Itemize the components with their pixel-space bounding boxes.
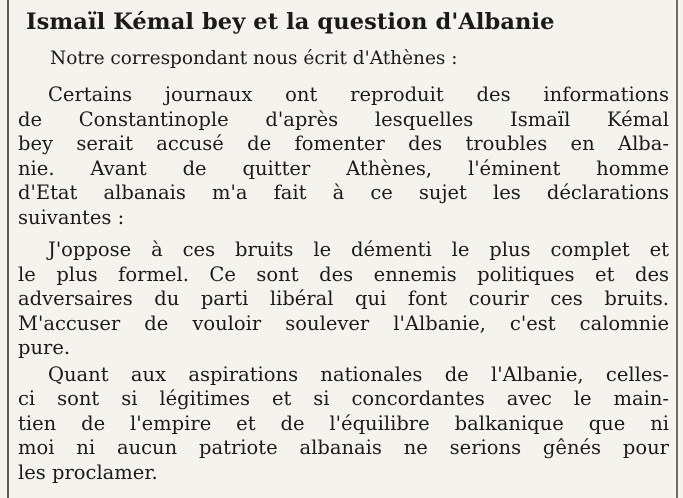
article-headline: Ismaïl Kémal bey et la question d'Albanie xyxy=(26,9,555,35)
paragraph-line: adversaires du parti libéral qui font courir ces bruits. xyxy=(18,287,669,310)
paragraph-3 xyxy=(18,363,669,486)
paragraph-1 xyxy=(18,83,669,230)
paragraph-line: Quant aux aspirations nationales de l'Albanie, celles- xyxy=(48,362,669,386)
paragraph-line: le plus formel. Ce sont des ennemis politiques et des xyxy=(18,262,669,286)
paragraph-line: tien de l'empire et de l'équilibre balkanique que ni xyxy=(18,411,669,435)
paragraph-line: les proclamer. xyxy=(18,460,158,484)
paragraph-line: nie. Avant de quitter Athènes, l'éminent homme xyxy=(18,156,669,180)
paragraph-line: suivantes : xyxy=(18,205,125,229)
paragraph-line: pure. xyxy=(18,336,71,359)
paragraph-line: ci sont si légitimes et si concordantes avec le main- xyxy=(18,387,669,410)
paragraph-line: Certains journaux ont reproduit des informations xyxy=(48,83,669,106)
paragraph-line: M'accuser de vouloir soulever l'Albanie, c'est calomnie xyxy=(18,311,669,335)
paragraph-line: bey serait accusé de fomenter des troubles en Alba- xyxy=(18,132,669,155)
paragraph-line: J'oppose à ces bruits le démenti le plus complet et xyxy=(48,238,669,261)
article-intro: Notre correspondant nous écrit d'Athènes : xyxy=(50,48,458,69)
paragraph-line: de Constantinople d'après lesquelles Ismaïl Kémal xyxy=(18,107,669,131)
paragraph-2 xyxy=(18,238,669,361)
paragraph-line: moi ni aucun patriote albanais ne serions gênés pour xyxy=(18,436,669,459)
paragraph-line: d'Etat albanais m'a fait à ce sujet les déclarations xyxy=(18,181,669,204)
